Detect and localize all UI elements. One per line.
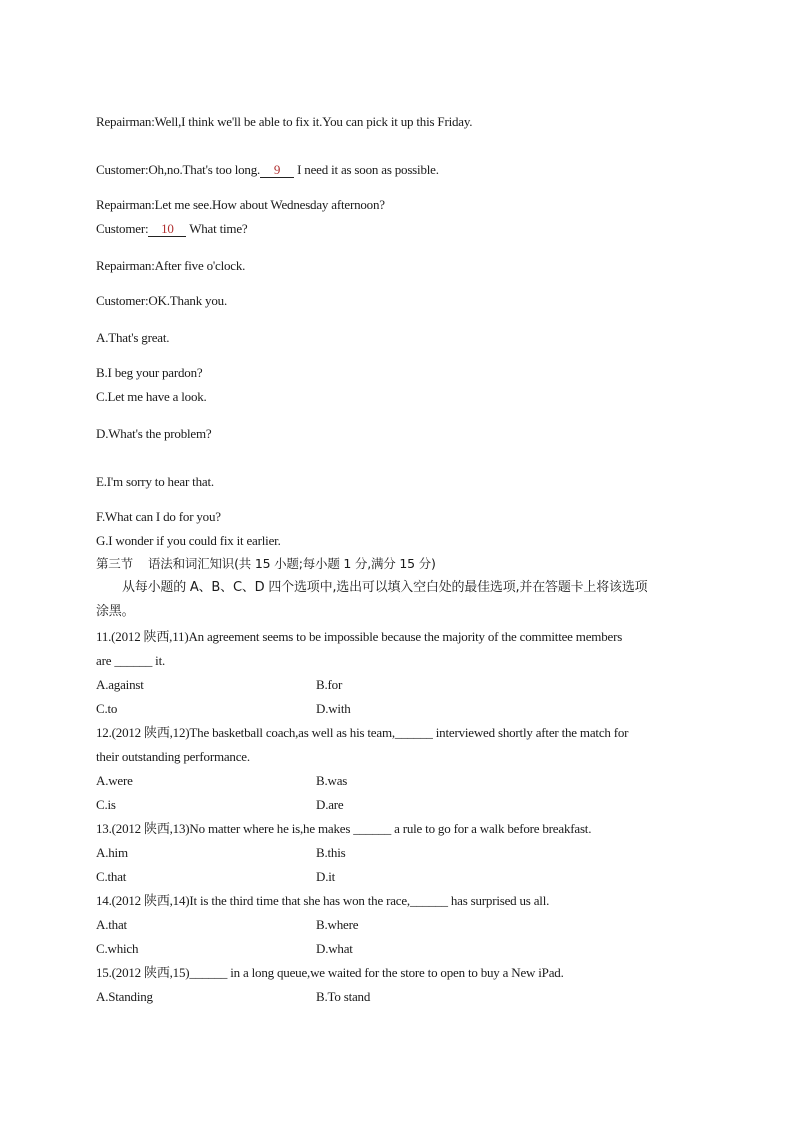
option-f: F.What can I do for you? xyxy=(96,509,221,524)
option-c: C.Let me have a look. xyxy=(96,389,207,404)
choice-d: D.it xyxy=(316,869,336,884)
choice-d: D.what xyxy=(316,941,353,956)
question-options-row xyxy=(96,797,344,813)
dialogue-line-4-tail: What time? xyxy=(186,221,248,236)
choice-d: D.with xyxy=(316,701,351,716)
section-instruction-cont: 涂黑。 xyxy=(96,604,135,619)
section-heading: 第三节 语法和词汇知识(共 15 小题;每小题 1 分,满分 15 分) xyxy=(96,556,436,571)
choice-a: A.that xyxy=(96,917,127,932)
dialogue-line-3: Repairman:Let me see.How about Wednesday afternoon? xyxy=(96,197,385,212)
choice-b: B.this xyxy=(316,845,346,860)
choice-a: A.him xyxy=(96,845,128,860)
section-instruction: 从每小题的 A、B、C、D 四个选项中,选出可以填入空白处的最佳选项,并在答题卡上将该选项 xyxy=(122,580,648,595)
question-options-row xyxy=(96,701,351,717)
dialogue-line-2 xyxy=(96,162,439,178)
question-stem: 11.(2012 陕西,11)An agreement seems to be impossible because the majority of the committee members xyxy=(96,629,623,644)
question-options-row xyxy=(96,845,346,861)
choice-c: C.that xyxy=(96,869,127,884)
choice-a: A.against xyxy=(96,677,144,692)
choice-c: C.is xyxy=(96,797,116,812)
option-a: A.That's great. xyxy=(96,330,170,345)
dialogue-line-6: Customer:OK.Thank you. xyxy=(96,293,228,308)
question-options-row xyxy=(96,773,348,789)
choice-b: B.was xyxy=(316,773,348,788)
choice-b: B.To stand xyxy=(316,989,371,1004)
question-stem-cont: their outstanding performance. xyxy=(96,749,250,764)
question-stem: 15.(2012 陕西,15)______ in a long queue,we waited for the store to open to buy a New iPad. xyxy=(96,965,564,980)
dialogue-line-1: Repairman:Well,I think we'll be able to fix it.You can pick it up this Friday. xyxy=(96,114,473,129)
option-d: D.What's the problem? xyxy=(96,426,212,441)
question-options-row xyxy=(96,917,359,933)
choice-c: C.which xyxy=(96,941,139,956)
dialogue-line-4 xyxy=(96,221,247,237)
blank-10: 10 xyxy=(148,222,186,237)
question-options-row xyxy=(96,989,371,1005)
question-options-row xyxy=(96,869,336,885)
option-b: B.I beg your pardon? xyxy=(96,365,203,380)
choice-b: B.for xyxy=(316,677,343,692)
choice-a: A.Standing xyxy=(96,989,153,1004)
dialogue-line-5: Repairman:After five o'clock. xyxy=(96,258,246,273)
choice-a: A.were xyxy=(96,773,133,788)
option-e: E.I'm sorry to hear that. xyxy=(96,474,214,489)
question-options-row xyxy=(96,941,353,957)
choice-b: B.where xyxy=(316,917,359,932)
dialogue-line-2-tail: I need it as soon as possible. xyxy=(294,162,439,177)
question-stem-cont: are ______ it. xyxy=(96,653,166,668)
question-stem: 12.(2012 陕西,12)The basketball coach,as well as his team,______ interviewed shortly after the match for xyxy=(96,725,629,740)
dialogue-line-4-text: Customer: xyxy=(96,221,149,236)
question-stem: 14.(2012 陕西,14)It is the third time that she has won the race,______ has surprised us all. xyxy=(96,893,550,908)
option-g: G.I wonder if you could fix it earlier. xyxy=(96,533,281,548)
blank-9: 9 xyxy=(260,163,294,178)
dialogue-line-2-text: Customer:Oh,no.That's too long. xyxy=(96,162,261,177)
question-options-row xyxy=(96,677,343,693)
choice-d: D.are xyxy=(316,797,344,812)
question-stem: 13.(2012 陕西,13)No matter where he is,he makes ______ a rule to go for a walk before breakfast. xyxy=(96,821,592,836)
choice-c: C.to xyxy=(96,701,118,716)
